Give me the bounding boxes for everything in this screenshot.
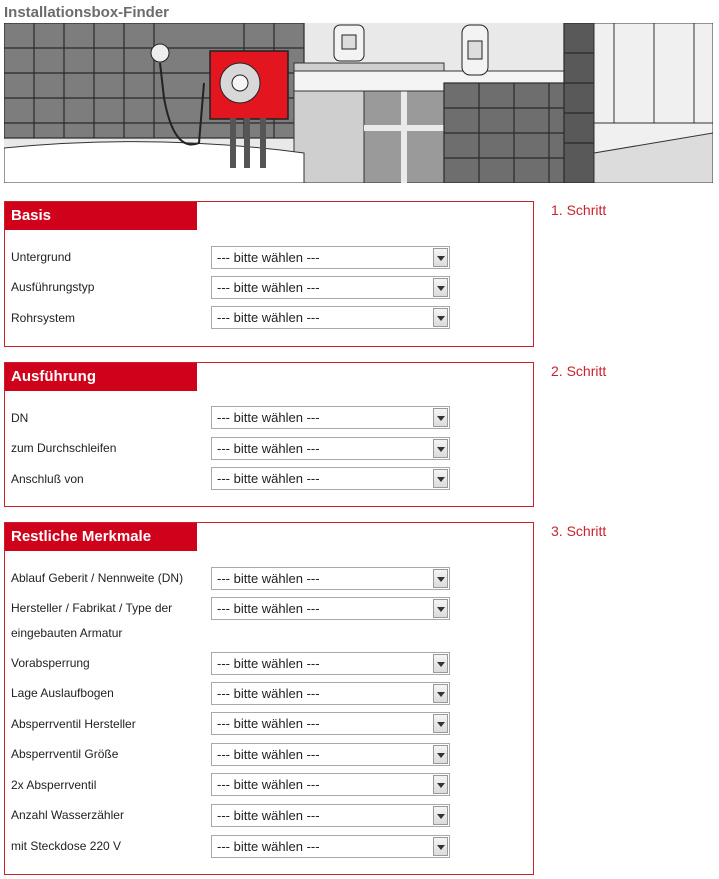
field-label-absperrventil-hersteller: Absperrventil Hersteller: [11, 717, 136, 731]
section-restliche-merkmale: [4, 522, 534, 875]
chevron-down-icon[interactable]: [433, 684, 448, 703]
select-value: --- bitte wählen ---: [217, 686, 320, 701]
chevron-down-icon[interactable]: [433, 599, 448, 618]
select-rohrsystem[interactable]: [211, 306, 450, 329]
field-label-ausfuehrungstyp: Ausführungstyp: [11, 280, 95, 294]
select-anzahl-wasserzaehler[interactable]: [211, 804, 450, 827]
select-hersteller-armatur[interactable]: [211, 597, 450, 620]
field-label-steckdose: mit Steckdose 220 V: [11, 839, 122, 853]
step-label-1: 1. Schritt: [551, 202, 607, 218]
select-absperrventil-hersteller[interactable]: [211, 712, 450, 735]
field-label-absperrventil-groesse: Absperrventil Größe: [11, 747, 119, 761]
select-value: --- bitte wählen ---: [217, 571, 320, 586]
section-title: Restliche Merkmale: [5, 523, 197, 551]
chevron-down-icon[interactable]: [433, 745, 448, 764]
chevron-down-icon[interactable]: [433, 469, 448, 488]
page-title: Installationsbox-Finder: [4, 4, 170, 21]
select-ausfuehrungstyp[interactable]: [211, 276, 450, 299]
field-label-anschluss: Anschluß von: [11, 472, 84, 486]
select-value: --- bitte wählen ---: [217, 808, 320, 823]
chevron-down-icon[interactable]: [433, 248, 448, 267]
section-title: Basis: [5, 202, 197, 230]
select-value: --- bitte wählen ---: [217, 441, 320, 456]
select-steckdose[interactable]: [211, 835, 450, 858]
select-lage-auslaufbogen[interactable]: [211, 682, 450, 705]
section-title: Ausführung: [5, 363, 197, 391]
field-label-2x-absperrventil: 2x Absperrventil: [11, 778, 97, 792]
select-dn[interactable]: [211, 406, 450, 429]
chevron-down-icon[interactable]: [433, 278, 448, 297]
chevron-down-icon[interactable]: [433, 408, 448, 427]
step-label-3: 3. Schritt: [551, 523, 607, 539]
select-value: --- bitte wählen ---: [217, 601, 320, 616]
select-value: --- bitte wählen ---: [217, 280, 320, 295]
chevron-down-icon[interactable]: [433, 654, 448, 673]
select-vorabsperrung[interactable]: [211, 652, 450, 675]
select-untergrund[interactable]: [211, 246, 450, 269]
field-label-hersteller-armatur: Hersteller / Fabrikat / Type der eingebauten Armatur: [11, 601, 173, 640]
chevron-down-icon[interactable]: [433, 308, 448, 327]
select-value: --- bitte wählen ---: [217, 310, 320, 325]
section-ausfuehrung: [4, 362, 534, 507]
select-value: --- bitte wählen ---: [217, 839, 320, 854]
step-label-2: 2. Schritt: [551, 363, 607, 379]
select-absperrventil-groesse[interactable]: [211, 743, 450, 766]
chevron-down-icon[interactable]: [433, 569, 448, 588]
field-label-anzahl-wasserzaehler: Anzahl Wasserzähler: [11, 808, 124, 822]
select-value: --- bitte wählen ---: [217, 716, 320, 731]
field-label-rohrsystem: Rohrsystem: [11, 311, 76, 325]
chevron-down-icon[interactable]: [433, 714, 448, 733]
field-label-vorabsperrung: Vorabsperrung: [11, 656, 90, 670]
field-label-durchschleifen: zum Durchschleifen: [11, 441, 117, 455]
field-label-lage-auslaufbogen: Lage Auslaufbogen: [11, 686, 114, 700]
field-label-untergrund: Untergrund: [11, 250, 72, 264]
hero-illustration: [4, 23, 713, 183]
chevron-down-icon[interactable]: [433, 439, 448, 458]
chevron-down-icon[interactable]: [433, 837, 448, 856]
select-durchschleifen[interactable]: [211, 437, 450, 460]
select-anschluss[interactable]: [211, 467, 450, 490]
field-label-ablauf: Ablauf Geberit / Nennweite (DN): [11, 571, 184, 585]
select-2x-absperrventil[interactable]: [211, 773, 450, 796]
select-value: --- bitte wählen ---: [217, 747, 320, 762]
select-ablauf[interactable]: [211, 567, 450, 590]
select-value: --- bitte wählen ---: [217, 250, 320, 265]
select-value: --- bitte wählen ---: [217, 471, 320, 486]
chevron-down-icon[interactable]: [433, 806, 448, 825]
field-label-dn: DN: [11, 411, 29, 425]
section-basis: [4, 201, 534, 347]
select-value: --- bitte wählen ---: [217, 656, 320, 671]
select-value: --- bitte wählen ---: [217, 410, 320, 425]
chevron-down-icon[interactable]: [433, 775, 448, 794]
select-value: --- bitte wählen ---: [217, 777, 320, 792]
